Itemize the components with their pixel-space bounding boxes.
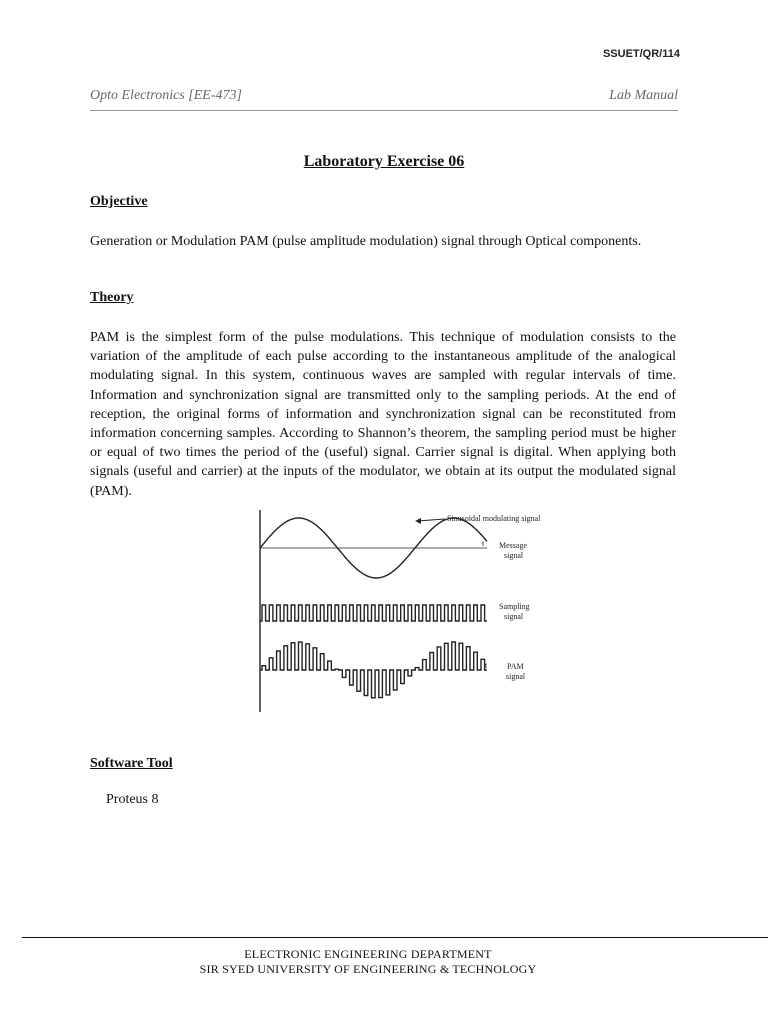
pam-pulse-train: [260, 642, 487, 698]
objective-heading: Objective: [90, 194, 148, 209]
page-header: [90, 88, 678, 111]
label-pam-2: signal: [506, 672, 526, 681]
page-title: Laboratory Exercise 06: [303, 153, 465, 170]
label-message-2: signal: [504, 551, 524, 560]
page-footer: [0, 947, 736, 977]
course-title: Opto Electronics [EE-473]: [90, 88, 242, 103]
t-label-message: t: [482, 539, 485, 548]
software-tool-name: Proteus 8: [106, 792, 159, 807]
label-sampling-1: Sampling: [499, 602, 530, 611]
objective-text: Generation or Modulation PAM (pulse amplitude modulation) signal through Optical components.: [90, 234, 642, 249]
document-code: SSUET/QR/114: [602, 48, 680, 60]
theory-text: PAM is the simplest form of the pulse modulations. This technique of modulation consists to the variation of the amplitude of each pulse according to the instantaneous amplitude of the analogical modulating signal. In this system, continuous waves are sampled with regular intervals of time. Information and synchronization signal are transmitted only to the sampling periods. At the end of reception, the original forms of information and synchronization signal can be reconstituted from information concerning samples. According to Shannon’s theorem, the sampling period must be higher or equal of two times the period of the (useful) signal. Carrier signal is digital. When applying both signals (useful and carrier) at the inputs of the modulator, we obtain at its output the modulated signal (PAM).: [90, 330, 676, 499]
manual-type: Lab Manual: [609, 88, 678, 103]
software-tool-heading: Software Tool: [90, 756, 173, 771]
label-pam-1: PAM: [507, 662, 524, 671]
footer-divider: [22, 937, 768, 938]
annotation-arrow: [417, 519, 445, 521]
t-label-pam: t: [485, 661, 488, 670]
pam-waveform-figure: [255, 508, 545, 714]
footer-department: ELECTRONIC ENGINEERING DEPARTMENT: [244, 947, 492, 961]
sampling-pulse-train: [260, 605, 487, 621]
label-message-1: Message: [499, 541, 527, 550]
footer-university: SIR SYED UNIVERSITY OF ENGINEERING & TECHNOLOGY: [199, 962, 537, 976]
arrowhead: [415, 518, 421, 524]
waveform-diagram: [255, 508, 545, 714]
label-sampling-2: signal: [504, 612, 524, 621]
label-sinusoidal: Sinusoidal modulating signal: [447, 514, 541, 523]
theory-heading: Theory: [90, 290, 134, 305]
